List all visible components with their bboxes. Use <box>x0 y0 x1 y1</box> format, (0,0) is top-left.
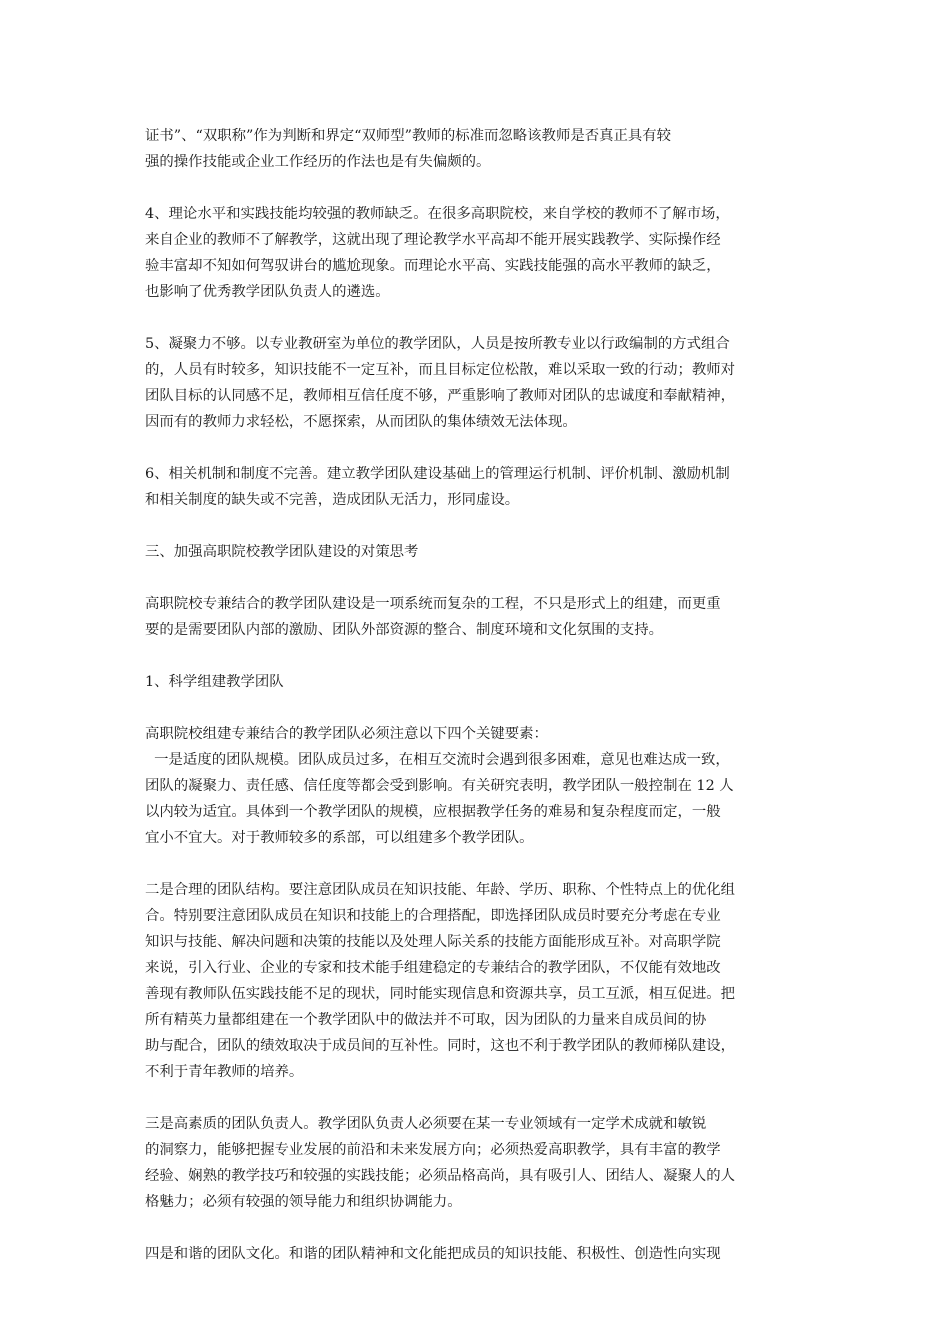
text-line: 团队目标的认同感不足，教师相互信任度不够，严重影响了教师对团队的忠诚度和奉献精神， <box>145 388 736 404</box>
paragraph-item-6 <box>145 461 817 513</box>
text-line: 团队的凝聚力、责任感、信任度等都会受到影响。有关研究表明，教学团队一般控制在 12 人 <box>145 778 734 794</box>
document-body <box>145 123 817 1267</box>
heading-line: 三、加强高职院校教学团队建设的对策思考 <box>145 544 419 560</box>
text-line: 来说，引入行业、企业的专家和技术能手组建稳定的专兼结合的教学团队，不仅能有效地改 <box>145 960 721 976</box>
text-line: 6、相关机制和制度不完善。建立教学团队建设基础上的管理运行机制、评价机制、激励机制 <box>145 466 730 482</box>
text-line: 所有精英力量都组建在一个教学团队中的做法并不可取，因为团队的力量来自成员间的协 <box>145 1012 707 1028</box>
text-line: 知识与技能、解决问题和决策的技能以及处理人际关系的技能方面能形成互补。对高职学院 <box>145 934 721 950</box>
text-line: 强的操作技能或企业工作经历的作法也是有失偏颇的。 <box>145 154 491 170</box>
text-line: 高职院校组建专兼结合的教学团队必须注意以下四个关键要素： <box>145 726 548 742</box>
text-line: 善现有教师队伍实践技能不足的现状，同时能实现信息和资源共享，员工互派，相互促进。把 <box>145 986 736 1002</box>
paragraph-team-leader <box>145 1111 817 1215</box>
text-line: 和相关制度的缺失或不完善，造成团队无活力，形同虚设。 <box>145 492 520 508</box>
text-line: 要的是需要团队内部的激励、团队外部资源的整合、制度环境和文化氛围的支持。 <box>145 622 664 638</box>
text-line: 也影响了优秀教学团队负责人的遴选。 <box>145 284 390 300</box>
paragraph-item-5 <box>145 331 817 435</box>
text-line: 合。特别要注意团队成员在知识和技能上的合理搭配，即选择团队成员时要充分考虑在专业 <box>145 908 721 924</box>
text-line: 四是和谐的团队文化。和谐的团队精神和文化能把成员的知识技能、积极性、创造性向实现 <box>145 1246 721 1262</box>
text-line: 证书”、“双职称”作为判断和界定“双师型”教师的标准而忽略该教师是否真正具有较 <box>145 128 672 144</box>
text-line: 格魅力；必须有较强的领导能力和组织协调能力。 <box>145 1194 462 1210</box>
text-line: 验丰富却不知如何驾驭讲台的尴尬现象。而理论水平高、实践技能强的高水平教师的缺乏， <box>145 258 721 274</box>
text-line: 因而有的教师力求轻松，不愿探索，从而团队的集体绩效无法体现。 <box>145 414 577 430</box>
subsection-heading-1 <box>145 669 817 695</box>
paragraph-team-structure <box>145 877 817 1085</box>
text-line: 高职院校专兼结合的教学团队建设是一项系统而复杂的工程，不只是形式上的组建，而更重 <box>145 596 721 612</box>
text-line: 宜小不宜大。对于教师较多的系部，可以组建多个教学团队。 <box>145 830 534 846</box>
paragraph-item-4 <box>145 201 817 305</box>
paragraph-section-intro <box>145 591 817 643</box>
text-line: 来自企业的教师不了解教学，这就出现了理论教学水平高却不能开展实践教学、实际操作经 <box>145 232 721 248</box>
section-heading-3 <box>145 539 817 565</box>
text-line: 4、理论水平和实践技能均较强的教师缺乏。在很多高职院校，来自学校的教师不了解市场， <box>145 206 730 222</box>
text-line: 二是合理的团队结构。要注意团队成员在知识技能、年龄、学历、职称、个性特点上的优化组 <box>145 882 736 898</box>
text-line: 的洞察力，能够把握专业发展的前沿和未来发展方向；必须热爱高职教学，具有丰富的教学 <box>145 1142 721 1158</box>
text-line: 不利于青年教师的培养。 <box>145 1064 304 1080</box>
text-line: 助与配合，团队的绩效取决于成员间的互补性。同时，这也不利于教学团队的教师梯队建设， <box>145 1038 736 1054</box>
text-line: 的，人员有时较多，知识技能不一定互补，而且目标定位松散，难以采取一致的行动；教师对 <box>145 362 736 378</box>
paragraph-key-elements <box>145 721 817 851</box>
text-line: 5、凝聚力不够。以专业教研室为单位的教学团队，人员是按所教专业以行政编制的方式组合 <box>145 336 730 352</box>
text-line: 三是高素质的团队负责人。教学团队负责人必须要在某一专业领域有一定学术成就和敏锐 <box>145 1116 707 1132</box>
text-line: 一是适度的团队规模。团队成员过多，在相互交流时会遇到很多困难，意见也难达成一致， <box>145 752 730 768</box>
text-line: 以内较为适宜。具体到一个教学团队的规模，应根据教学任务的难易和复杂程度而定，一般 <box>145 804 721 820</box>
paragraph-continued-shuangshi <box>145 123 817 175</box>
paragraph-team-culture <box>145 1241 817 1267</box>
heading-line: 1、科学组建教学团队 <box>145 674 284 690</box>
text-line: 经验、娴熟的教学技巧和较强的实践技能；必须品格高尚，具有吸引人、团结人、凝聚人的人 <box>145 1168 736 1184</box>
